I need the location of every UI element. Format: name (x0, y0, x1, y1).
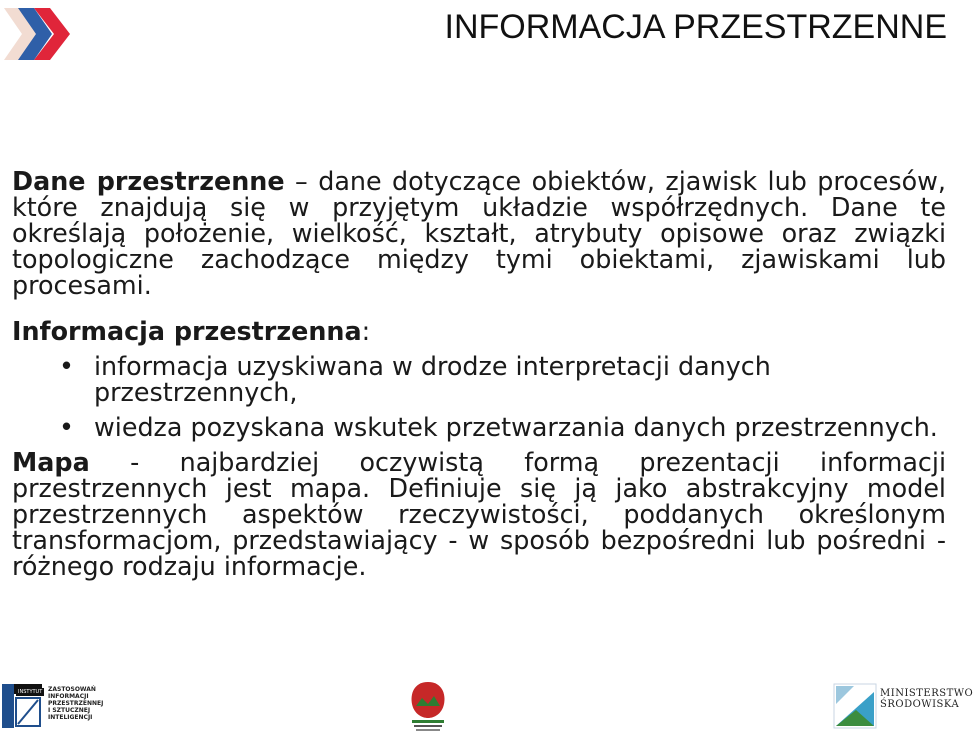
ministry-logo (834, 684, 973, 732)
section-spatial-information (12, 318, 946, 344)
institute-badge: INSTYTUT (18, 689, 43, 695)
institute-name-line: I SZTUCZNEJ (48, 707, 91, 714)
bullet-icon: • (59, 412, 74, 442)
slide-content (12, 168, 946, 579)
ministry-mark-icon (834, 684, 876, 728)
institute-logo (2, 684, 112, 732)
institute-name-line: INFORMACJI (48, 693, 89, 700)
term-spatial-information: Informacja przestrzenna (12, 316, 362, 346)
spatial-information-list (12, 353, 946, 440)
ministry-name-line: ŚRODOWISKA (880, 699, 960, 710)
institute-name-line: INTELIGENCJI (48, 714, 93, 721)
ministry-name-line: MINISTERSTWO (880, 688, 973, 699)
center-emblem-icon (408, 680, 448, 734)
definition-map-text: - najbardziej oczywistą formą prezentacji informacji przestrzennych jest mapa. Definiuje się ją jako abstrakcyjny model przestrzennych aspektów rzeczywistości, poddanych określonym transformacjom, przedstawiający - w sposób bezpośredni lub pośredni - różnego rodzaju informacje. (12, 447, 946, 581)
list-item (12, 353, 946, 405)
list-item-text: wiedza pozyskana wskutek przetwarzania danych przestrzennych. (94, 412, 938, 442)
list-item-text: informacja uzyskiwana w drodze interpretacji danych przestrzennych, (94, 351, 771, 407)
institute-name-line: PRZESTRZENNEJ (48, 700, 104, 707)
bullet-icon: • (59, 351, 74, 381)
term-spatial-data: Dane przestrzenne (12, 166, 285, 196)
definition-spatial-data (12, 168, 946, 298)
definition-map (12, 449, 946, 579)
section-spatial-information-colon: : (361, 316, 371, 346)
institute-name-line: ZASTOSOWAŃ (48, 686, 96, 693)
list-item (12, 414, 946, 440)
definition-spatial-data-text: – dane dotyczące obiektów, zjawisk lub procesów, które znajdują się w przyjętym układzie współrzędnych. Dane te określają położenie, wielkość, kształt, atrybuty opisowe oraz związki topologiczne zachodzące między tymi obiektami, zjawiskami lub procesami. (12, 166, 946, 300)
slide-title: INFORMACJA PRZESTRZENNE (444, 8, 947, 46)
ministry-name (880, 688, 973, 710)
term-map: Mapa (12, 447, 90, 477)
logo-chevrons-icon (4, 8, 74, 60)
institute-name (48, 686, 103, 721)
footer-logos (0, 678, 973, 734)
